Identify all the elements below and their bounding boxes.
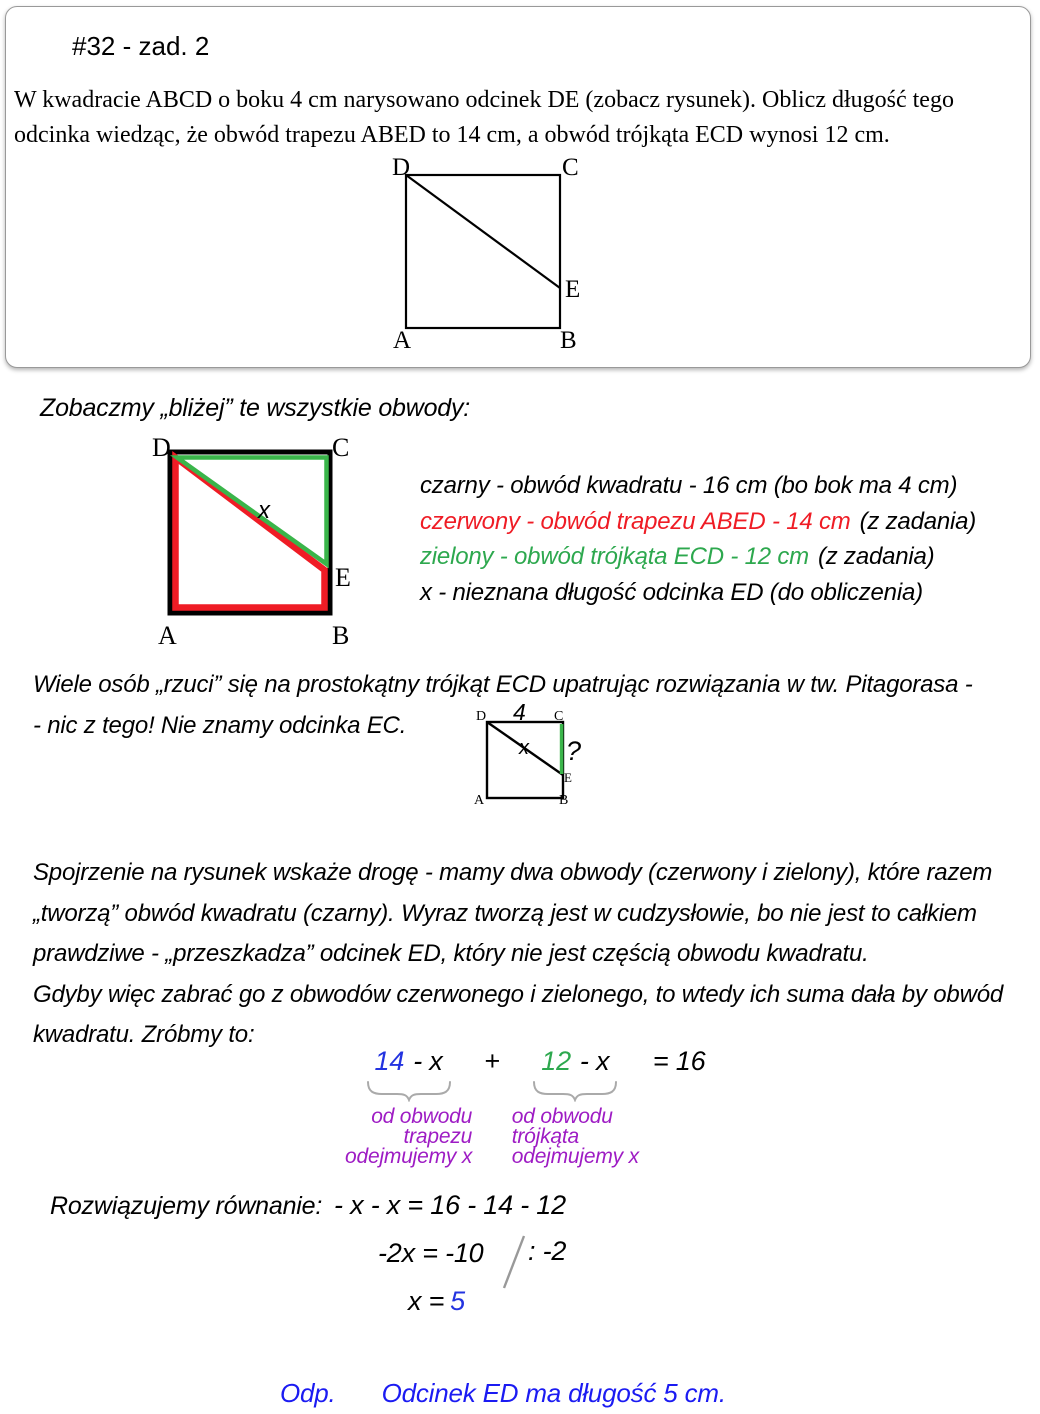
problem-text-line: W kwadracie ABCD o boku 4 cm narysowano odcinek DE (zobacz rysunek). Oblicz długość tego — [14, 87, 954, 113]
mini-square-figure — [455, 692, 605, 812]
divide-both-sides: : -2 — [528, 1236, 567, 1266]
legend-line-red: czerwony - obwód trapezu ABED - 14 cm (z zadania) — [420, 507, 977, 535]
vertex-label-A: A — [474, 793, 485, 808]
vertex-label-E: E — [564, 770, 572, 785]
legend-line-x: x - nieznana długość odcinka ED (do obliczenia) — [420, 578, 923, 606]
explanation-line: Gdyby więc zabrać go z obwodów czerwonego i zielonego, to wtedy ich suma dała by obwód — [33, 980, 1004, 1008]
underbrace-icon — [366, 1080, 452, 1102]
explanation-line: „tworzą” obwód kwadratu (czarny). Wyraz tworzą jest w cudzysłowie, bo nie jest to całkiem — [33, 899, 977, 927]
value-14: 14 — [374, 1046, 405, 1076]
vertex-label-D: D — [476, 709, 487, 724]
legend-line-green: zielony - obwód trójkąta ECD - 12 cm (z zadania) — [420, 543, 935, 570]
equals-16: = 16 — [652, 1046, 706, 1076]
vertex-label-C: C — [332, 433, 350, 462]
expression-14-minus-x — [375, 1046, 443, 1077]
solve-step-3 — [408, 1286, 465, 1317]
explanation-line: prawdziwe - „przeszkadza” odcinek ED, który nie jest częścią obwodu kwadratu. — [33, 940, 869, 967]
remark-line: Wiele osób „rzuci” się na prostokątny trójkąt ECD upatrując rozwiązania w tw. Pitagorasa - — [33, 671, 973, 698]
note-line: trójkąta — [511, 1125, 579, 1148]
vertex-label-C: C — [562, 154, 579, 181]
explanation-line: Spojrzenie na rysunek wskaże drogę - mamy dwa obwody (czerwony i zielony), które razem — [33, 859, 993, 886]
problem-text — [14, 83, 1028, 153]
equation-group-triangle — [512, 1046, 639, 1167]
unknown-length-label: ? — [566, 736, 582, 766]
square-perimeter-black — [170, 452, 330, 613]
trapezoid-perimeter-red — [176, 458, 325, 608]
solve-label: Rozwiązujemy równanie: — [50, 1192, 323, 1220]
minus-x: - x — [413, 1046, 443, 1076]
solve-step-2: -2x = -10 — [378, 1238, 484, 1268]
vertex-label-A: A — [393, 327, 412, 354]
note-line: odejmujemy x — [511, 1145, 639, 1168]
legend-line-black: czarny - obwód kwadratu - 16 cm (bo bok ma 4 cm) — [420, 472, 958, 499]
vertex-label-E: E — [335, 563, 351, 592]
minus-x: - x — [579, 1046, 610, 1076]
problem-square-figure — [388, 150, 598, 362]
vertex-label-C: C — [554, 709, 564, 724]
problem-title: #32 - zad. 2 — [72, 31, 210, 61]
perimeters-figure — [148, 430, 383, 655]
plus-sign: + — [484, 1046, 500, 1076]
main-equation-block — [345, 1046, 705, 1167]
vertex-label-E: E — [565, 276, 581, 303]
note-line: odejmujemy x — [345, 1145, 473, 1168]
vertex-label-A: A — [158, 621, 177, 650]
final-answer — [280, 1378, 726, 1409]
vertex-label-B: B — [559, 793, 569, 808]
explanation-paragraph — [33, 853, 1003, 1056]
segment-x-label: x — [258, 497, 270, 524]
segment-x-label: x — [519, 737, 529, 759]
square-outline — [487, 722, 563, 798]
value-12: 12 — [541, 1046, 571, 1076]
equation-row — [345, 1046, 705, 1167]
note-line: od obwodu — [511, 1105, 613, 1128]
segment-DE — [406, 175, 560, 288]
answer-prefix: Odp. — [280, 1378, 336, 1408]
divide-slash-icon — [498, 1232, 530, 1294]
vertex-label-B: B — [332, 621, 350, 650]
perimeter-legend — [420, 468, 1035, 610]
x-equals: x = — [408, 1286, 445, 1316]
vertex-label-D: D — [152, 433, 171, 462]
expression-12-minus-x — [541, 1046, 609, 1077]
answer-text: Odcinek ED ma długość 5 cm. — [381, 1378, 726, 1408]
result-value: 5 — [450, 1286, 465, 1316]
intro-line: Zobaczmy „bliżej” te wszystkie obwody: — [40, 394, 471, 422]
vertex-label-B: B — [560, 327, 577, 354]
triangle-perimeter-green — [177, 458, 327, 565]
note-trapezoid — [345, 1107, 472, 1167]
remark-line: - nic z tego! Nie znamy odcinka EC. — [33, 712, 407, 739]
underbrace-icon — [532, 1080, 618, 1102]
note-triangle — [512, 1107, 639, 1167]
problem-text-line: odcinka wiedząc, że obwód trapezu ABED to 14 cm, a obwód trójkąta ECD wynosi 12 cm. — [14, 122, 890, 148]
note-line: od obwodu — [371, 1105, 473, 1128]
solve-step-1: - x - x = 16 - 14 - 12 — [334, 1190, 566, 1220]
note-line: trapezu — [403, 1125, 473, 1148]
equation-group-trapezoid — [345, 1046, 472, 1167]
side-length-label: 4 — [513, 699, 526, 725]
square-outline — [406, 175, 560, 328]
explanation-line: kwadratu. Zróbmy to: — [33, 1021, 255, 1048]
vertex-label-D: D — [392, 154, 411, 181]
